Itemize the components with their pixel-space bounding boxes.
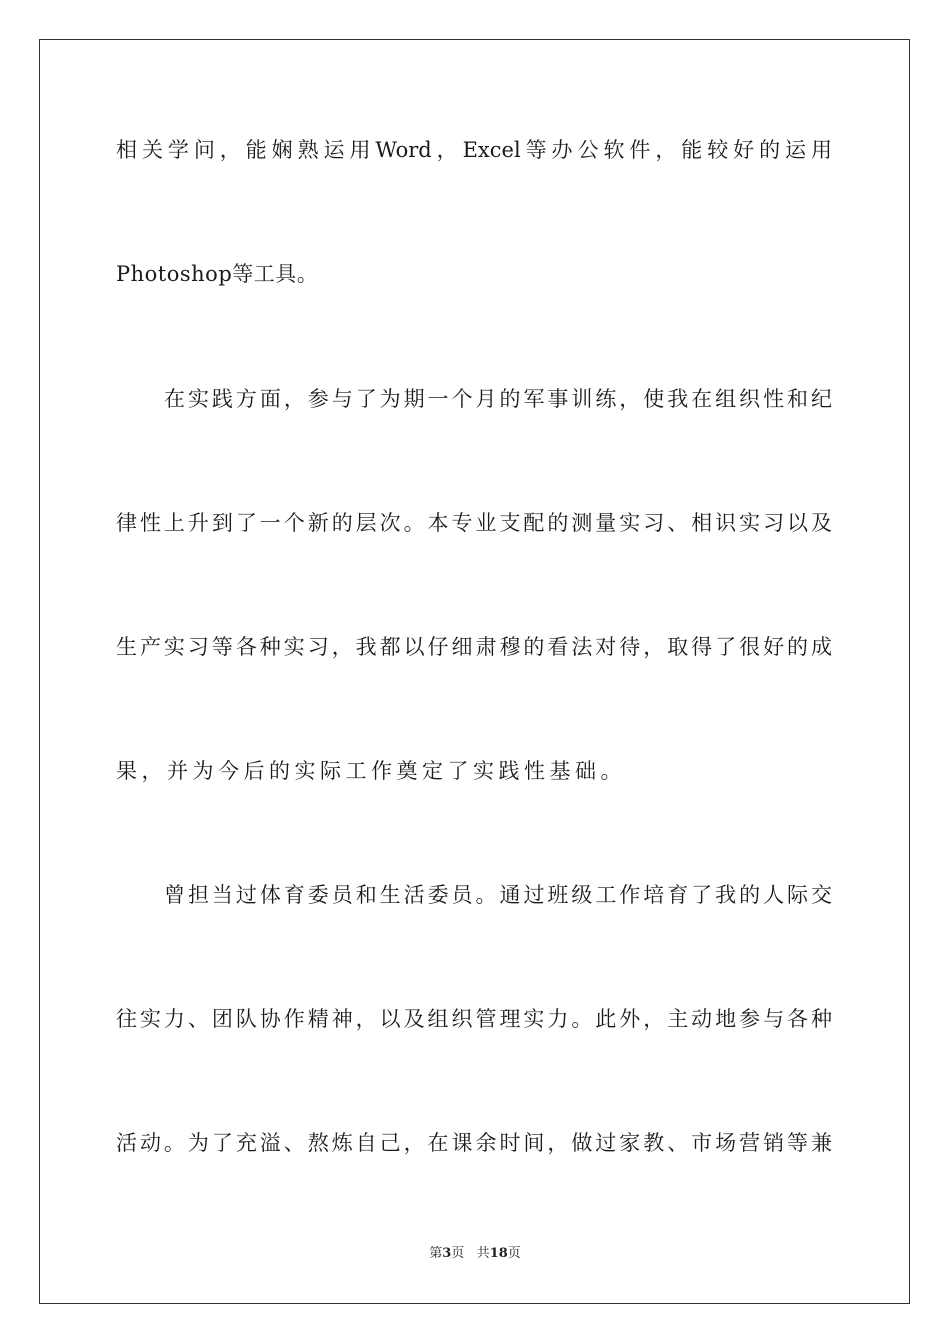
footer-total-suffix: 页 [507, 1246, 521, 1261]
page-border [39, 39, 910, 1304]
footer-total-prefix: 共 [476, 1246, 490, 1261]
footer-page-prefix: 第 [429, 1246, 443, 1261]
body-line-6: 果，并为今后的实际工作奠定了实践性基础。 [116, 759, 626, 783]
body-line-8: 往实力、团队协作精神，以及组织管理实力。此外，主动地参与各种 [116, 1007, 832, 1031]
body-line-3: 在实践方面，参与了为期一个月的军事训练，使我在组织性和纪 [164, 387, 832, 411]
body-line-5: 生产实习等各种实习，我都以仔细肃穆的看法对待，取得了很好的成 [116, 635, 832, 659]
body-line-4: 律性上升到了一个新的层次。本专业支配的测量实习、相识实习以及 [116, 511, 832, 535]
body-line-1: 相关学问，能娴熟运用Word，Excel等办公软件，能较好的运用 [116, 138, 832, 162]
footer-total-pages: 18 [489, 1246, 508, 1261]
footer-page-suffix: 页 [451, 1246, 465, 1261]
body-line-9: 活动。为了充溢、熬炼自己，在课余时间，做过家教、市场营销等兼 [116, 1131, 832, 1155]
page-footer [0, 1244, 950, 1264]
footer-page-number: 3 [442, 1246, 452, 1261]
body-line-2: Photoshop等工具。 [116, 262, 319, 286]
body-line-7: 曾担当过体育委员和生活委员。通过班级工作培育了我的人际交 [164, 883, 832, 907]
